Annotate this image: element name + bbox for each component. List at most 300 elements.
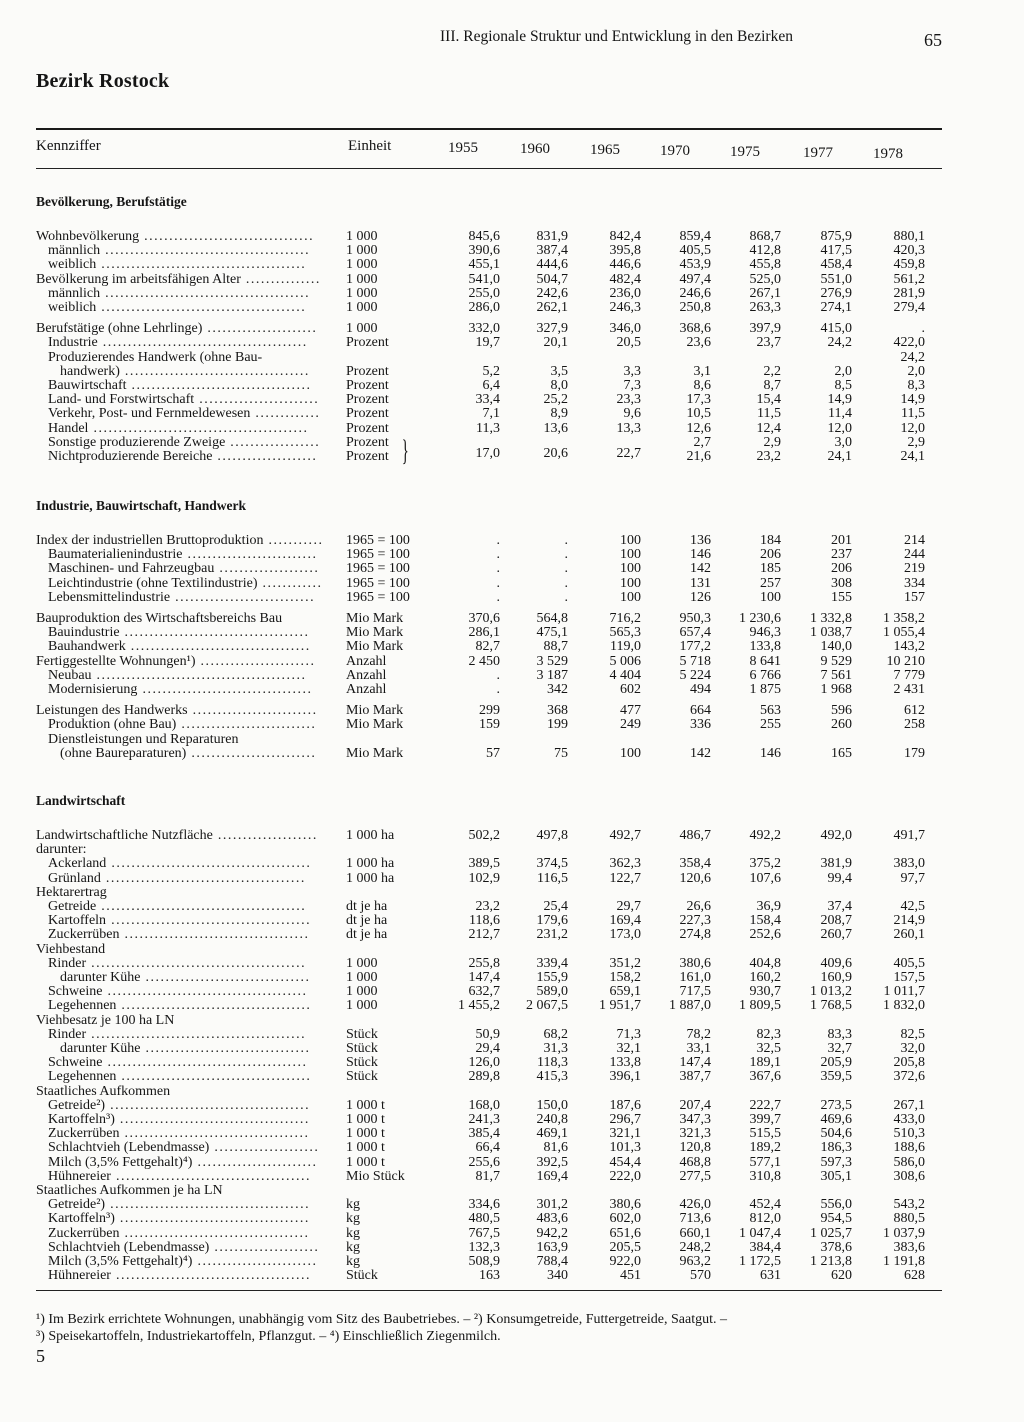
table-cell: 577,1 [749,1155,781,1170]
table-cell: 189,2 [749,1140,781,1155]
table-cell: 310,8 [749,1169,781,1184]
row-label [36,943,105,957]
row-label-text: Wohnbevölkerung [36,229,140,244]
table-cell: 262,1 [536,300,568,315]
table-cell: 332,0 [468,321,500,336]
leader-dots: ....................................... [110,1268,311,1283]
table-row [0,718,1024,732]
table-cell: 227,3 [679,913,711,928]
leader-dots: ..................................... [119,625,310,640]
row-label-text: Grünland [48,871,101,886]
row-unit: dt je ha [346,913,388,928]
row-unit: dt je ha [346,899,388,914]
row-unit: kg [346,1254,360,1269]
row-unit: Stück [346,1069,378,1084]
row-unit: dt je ha [346,927,388,942]
table-cell: 1 968 [820,682,852,697]
table-cell: 32,7 [827,1041,852,1056]
row-label [48,1212,310,1226]
row-label-text: darunter Kühe [60,970,141,985]
row-label-text: Industrie [48,335,98,350]
table-row [0,1170,1024,1184]
table-row [0,957,1024,971]
row-label [48,733,239,747]
table-cell: 1 213,8 [810,1254,852,1269]
table-cell: 6,4 [482,378,500,393]
table-row [0,612,1024,626]
table-cell: . [496,668,500,683]
leader-dots: ........................... [176,717,317,732]
table-cell: 255,8 [468,956,500,971]
table-cell: 219 [904,561,925,576]
leader-dots: .......................................... [91,668,307,683]
table-cell: 147,4 [468,970,500,985]
table-cell: 963,2 [679,1254,711,1269]
table-cell: 454,4 [609,1155,641,1170]
table-cell: 922,0 [609,1254,641,1269]
row-label-text: darunter Kühe [60,1041,141,1056]
table-cell: 17,3 [686,392,711,407]
table-row [0,336,1024,350]
table-cell: 126 [690,590,711,605]
table-cell: 5 718 [679,654,711,669]
leader-dots: ......................................... [96,899,307,914]
table-cell: 120,6 [679,871,711,886]
row-label-text: männlich [48,286,101,301]
table-cell: 248,2 [679,1240,711,1255]
table-cell: 2 067,5 [526,998,568,1013]
table-cell: 187,6 [609,1098,641,1113]
row-unit: Prozent [346,392,389,407]
table-cell: 157 [904,590,925,605]
table-cell: 3,3 [623,364,641,379]
table-row [0,548,1024,562]
leader-dots: ........................................... [86,1027,307,1042]
table-cell: 273,5 [820,1098,852,1113]
row-label-text: weiblich [48,257,97,272]
table-cell: 788,4 [536,1254,568,1269]
row-label-text: Hühnereier [48,1268,111,1283]
row-label [36,534,323,548]
table-cell: 160,2 [749,970,781,985]
table-cell: 136 [690,533,711,548]
row-label-text: Getreide²) [48,1098,106,1113]
row-label-text: Milch (3,5% Fettgehalt)⁴) [48,1155,193,1170]
table-cell: 23,6 [686,335,711,350]
row-label [48,985,307,999]
row-label-text: Bevölkerung im arbeitsfähigen Alter [36,272,241,287]
table-cell: 12,0 [827,421,852,436]
row-label-text: Produzierendes Handwerk (ohne Bau- [48,350,263,365]
row-label [48,626,310,640]
table-cell: 7,1 [482,406,500,421]
table-cell: 942,2 [536,1226,568,1241]
table-cell: 296,7 [609,1112,641,1127]
row-unit: Prozent [346,449,389,464]
leader-dots: ............................ [170,590,316,605]
row-label [48,244,310,258]
table-cell: 179 [904,746,925,761]
table-cell: 25,2 [543,392,568,407]
row-label-text: Staatliches Aufkommen je ha LN [36,1183,223,1198]
leader-dots: ........... [263,533,324,548]
table-cell: 2,0 [907,364,925,379]
table-cell: 246,6 [679,286,711,301]
table-top-rule [36,128,942,130]
table-cell: 23,3 [616,392,641,407]
table-cell: 50,9 [475,1027,500,1042]
table-row [0,733,1024,747]
leader-dots: ............ [257,576,323,591]
table-cell: 880,5 [893,1211,925,1226]
table-cell: 11,4 [828,406,852,421]
table-cell: 336 [690,717,711,732]
table-row [0,244,1024,258]
table-cell: . [564,590,568,605]
row-label-text: Bauwirtschaft [48,378,127,393]
row-label-text: darunter: [36,842,87,857]
table-cell: 404,8 [749,956,781,971]
row-label-text: Milch (3,5% Fettgehalt)⁴) [48,1254,193,1269]
table-cell: . [496,576,500,591]
table-row [0,872,1024,886]
table-cell: 88,7 [543,639,568,654]
table-cell: 71,3 [616,1027,641,1042]
row-label [36,1085,170,1099]
table-cell: 131 [690,576,711,591]
table-cell: 2,9 [763,435,781,450]
row-unit: Anzahl [346,654,387,669]
row-label-text: Fertiggestellte Wohnungen¹) [36,654,196,669]
table-cell: 2 431 [893,682,925,697]
merged-cell: 17,0 [475,446,500,461]
table-cell: 33,1 [686,1041,711,1056]
table-cell: 169,4 [609,913,641,928]
table-cell: 150,0 [536,1098,568,1113]
table-row [0,1085,1024,1099]
table-cell: 2 450 [468,654,500,669]
table-cell: . [564,547,568,562]
table-cell: 946,3 [749,625,781,640]
table-cell: 107,6 [749,871,781,886]
table-cell: 10,5 [686,406,711,421]
row-label-text: Bauhandwerk [48,639,126,654]
table-cell: 631 [760,1268,781,1283]
row-label-text: Zuckerrüben [48,1226,120,1241]
table-cell: 367,6 [749,1069,781,1084]
table-cell: 12,6 [686,421,711,436]
row-label [48,1269,311,1283]
table-cell: 368 [547,703,568,718]
table-row [0,258,1024,272]
row-label [48,1198,310,1212]
section-title: Bevölkerung, Berufstätige [36,194,187,209]
table-cell: 409,6 [820,956,852,971]
table-row [0,829,1024,843]
row-label-text: Legehennen [48,998,117,1013]
table-cell: 301,2 [536,1197,568,1212]
table-cell: 346,0 [609,321,641,336]
table-cell: 274,8 [679,927,711,942]
column-header-year: 1955 [448,140,478,156]
table-cell: 100 [620,561,641,576]
row-unit: Mio Mark [346,639,404,654]
table-row [0,626,1024,640]
table-cell: 143,2 [893,639,925,654]
row-unit: Mio Mark [346,717,404,732]
table-row [0,843,1024,857]
leader-dots: ........................................ [102,1055,308,1070]
row-unit: 1 000 ha [346,856,395,871]
footer-number: 5 [36,1346,45,1366]
row-label [48,450,317,464]
table-cell: 399,7 [749,1112,781,1127]
table-cell: 378,6 [820,1240,852,1255]
table-cell: 452,4 [749,1197,781,1212]
table-cell: 426,0 [679,1197,711,1212]
table-cell: 82,5 [900,1027,925,1042]
leader-dots: ...................................... [114,1112,310,1127]
table-cell: 321,3 [679,1126,711,1141]
row-label [48,1141,319,1155]
table-cell: 100 [620,533,641,548]
table-cell: 556,0 [820,1197,852,1212]
row-label-text: Hühnereier [48,1169,111,1184]
row-unit: 1 000 [346,984,378,999]
table-cell: 142 [690,561,711,576]
row-label [60,1042,310,1056]
table-cell: 222,0 [609,1169,641,1184]
row-label-text: Maschinen- und Fahrzeugbau [48,561,215,576]
table-cell: 1 358,2 [883,611,925,626]
table-cell: 165 [831,746,852,761]
leader-dots: ............... [240,272,321,287]
table-cell: 2,0 [834,364,852,379]
table-cell: 81,6 [543,1140,568,1155]
leader-dots: ........................................ [102,984,308,999]
table-cell: 831,9 [536,229,568,244]
table-cell: 12,4 [756,421,781,436]
leader-dots: .................................... [125,639,311,654]
row-label [48,640,311,654]
row-label [48,436,320,450]
table-cell: . [564,561,568,576]
table-cell: 859,4 [679,229,711,244]
table-cell: 420,3 [893,243,925,258]
row-unit: 1 000 [346,970,378,985]
page-title: Bezirk Rostock [36,70,170,92]
table-cell: 289,8 [468,1069,500,1084]
table-cell: 286,1 [468,625,500,640]
table-cell: 118,6 [469,913,500,928]
row-unit: Anzahl [346,668,387,683]
row-label-text: weiblich [48,300,97,315]
table-cell: 267,1 [749,286,781,301]
row-label [36,886,107,900]
leader-dots: .................. [225,435,321,450]
row-unit: Prozent [346,421,389,436]
table-cell: 370,6 [468,611,500,626]
table-cell: 477 [620,703,641,718]
table-row [0,1156,1024,1170]
row-label [48,336,308,350]
row-label-text: Zuckerrüben [48,1126,120,1141]
table-cell: 146 [760,746,781,761]
row-label-text: Produktion (ohne Bau) [48,717,177,732]
table-cell: 5 224 [679,668,711,683]
row-label-text: Bauproduktion des Wirtschaftsbereichs Bau [36,611,283,626]
leader-dots: ....................................... [110,1169,311,1184]
row-label [48,957,306,971]
table-cell: 100 [620,746,641,761]
table-cell: 173,0 [609,927,641,942]
row-label [48,872,306,886]
row-label [48,1241,319,1255]
row-label-text: Viehbesatz je 100 ha LN [36,1013,175,1028]
table-cell: 396,1 [609,1069,641,1084]
brace-glyph: } [401,434,409,467]
table-row [0,1042,1024,1056]
table-cell: 589,0 [536,984,568,999]
merged-cell: 20,6 [543,446,568,461]
leader-dots: ..................................... [119,927,310,942]
row-unit: Mio Stück [346,1169,405,1184]
table-cell: 812,0 [749,1211,781,1226]
row-label-text: Dienstleistungen und Reparaturen [48,732,239,747]
table-cell: 405,5 [893,956,925,971]
row-label-text: Nichtproduzierende Bereiche [48,449,213,464]
table-cell: 504,7 [536,272,568,287]
table-cell: 158,4 [749,913,781,928]
leader-dots: ........................................ [100,871,306,886]
table-cell: 206 [831,561,852,576]
table-row [0,1198,1024,1212]
table-cell: 632,7 [468,984,500,999]
table-cell: 146 [690,547,711,562]
row-unit: Stück [346,1055,378,1070]
row-unit: 1965 = 100 [346,547,410,562]
table-cell: 1 191,8 [883,1254,925,1269]
table-cell: 392,5 [536,1155,568,1170]
row-label [48,1099,310,1113]
table-cell: 480,5 [468,1211,500,1226]
table-cell: 8,6 [693,378,711,393]
table-cell: 612 [904,703,925,718]
row-label-text: Neubau [48,668,92,683]
table-cell: 241,3 [468,1112,500,1127]
section-title: Landwirtschaft [36,793,126,808]
leader-dots: ......................... [186,746,317,761]
table-row [0,857,1024,871]
table-cell: 24,2 [900,350,925,365]
row-label [48,591,315,605]
table-cell: 159 [479,717,500,732]
row-label [36,230,314,244]
table-cell: 82,3 [756,1027,781,1042]
row-label-text: Schweine [48,1055,103,1070]
row-unit: kg [346,1226,360,1241]
row-unit: Prozent [346,435,389,450]
leader-dots: ....................... [195,654,316,669]
row-label-text: Getreide²) [48,1197,106,1212]
table-cell: 767,5 [468,1226,500,1241]
leader-dots: ........................ [194,392,320,407]
row-label [48,900,306,914]
table-cell: 453,9 [679,257,711,272]
table-cell: 57 [486,746,500,761]
row-unit: Prozent [346,364,389,379]
leader-dots: .................................. [139,229,315,244]
table-cell: 383,6 [893,1240,925,1255]
table-cell: 717,5 [679,984,711,999]
row-label [48,999,311,1013]
leader-dots: ........................................ [105,1098,311,1113]
table-cell: 1 230,6 [739,611,781,626]
row-unit: 1965 = 100 [346,590,410,605]
table-cell: 10 210 [886,654,925,669]
table-cell: 374,5 [536,856,568,871]
table-cell: 347,3 [679,1112,711,1127]
leader-dots: ......................................... [100,243,311,258]
column-header-kennziffer: Kennziffer [36,138,101,154]
table-cell: 207,4 [679,1098,711,1113]
merged-cell: 22,7 [616,446,641,461]
table-row [0,287,1024,301]
table-cell: 3 529 [536,654,568,669]
table-cell: 23,2 [475,899,500,914]
row-label-text: Modernisierung [48,682,138,697]
row-label [48,1156,317,1170]
leader-dots: ...................... [202,321,318,336]
table-cell: 1 832,0 [883,998,925,1013]
table-cell: 483,6 [536,1211,568,1226]
table-cell: 508,9 [468,1254,500,1269]
table-row [0,365,1024,379]
row-unit: kg [346,1197,360,1212]
table-cell: 628 [904,1268,925,1283]
table-cell: 36,9 [756,899,781,914]
table-cell: 147,4 [679,1055,711,1070]
table-cell: 161,0 [679,970,711,985]
table-cell: 20,1 [543,335,568,350]
row-label [48,718,316,732]
section-title: Industrie, Bauwirtschaft, Handwerk [36,498,247,513]
table-row [0,704,1024,718]
leader-dots: ........................................... [86,956,307,971]
table-cell: 387,7 [679,1069,711,1084]
table-cell: 1 025,7 [810,1226,852,1241]
row-unit: Prozent [346,406,389,421]
row-unit: Prozent [346,335,389,350]
table-cell: 564,8 [536,611,568,626]
row-unit: 1 000 [346,272,378,287]
table-cell: 716,2 [609,611,641,626]
table-row [0,534,1024,548]
table-cell: . [564,576,568,591]
table-cell: 133,8 [609,1055,641,1070]
row-label-text: Leichtindustrie (ohne Textilindustrie) [48,576,258,591]
table-cell: 37,4 [827,899,852,914]
table-cell: 255 [760,717,781,732]
table-cell: 100 [620,590,641,605]
table-cell: 75 [554,746,568,761]
table-cell: 455,8 [749,257,781,272]
table-row [0,914,1024,928]
table-cell: 390,6 [468,243,500,258]
footnote-line: ¹) Im Bezirk errichtete Wohnungen, unabhängig vom Sitz des Baubetriebes. – ²) Konsumgetreide, Futtergetreide, Saatgut. – [36,1312,728,1327]
table-cell: 155 [831,590,852,605]
row-label [48,1227,310,1241]
